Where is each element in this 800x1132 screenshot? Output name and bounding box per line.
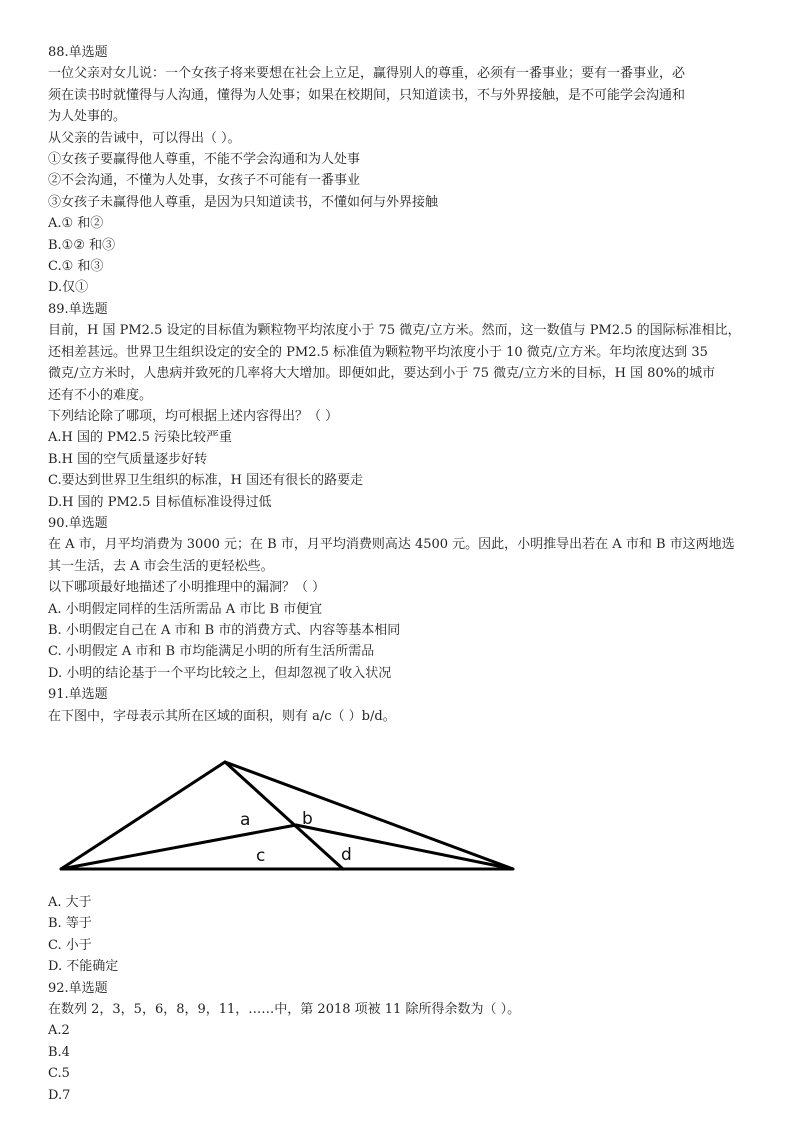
- question-stem-line: 在 A 市，月平均消费为 3000 元；在 B 市，月平均消费则高达 4500 元。因此，小明推导出若在 A 市和 B 市这两地选: [48, 537, 735, 553]
- option-d: D. 小明的结论基于一个平均比较之上，但却忽视了收入状况: [48, 665, 392, 681]
- option-d: D. 不能确定: [48, 959, 119, 975]
- question-stem-line: 为人处事的。: [48, 109, 127, 125]
- question-header: 89.单选题: [48, 301, 108, 317]
- question-header: 90.单选题: [48, 515, 108, 531]
- question-88: [48, 42, 762, 299]
- triangle-diagram: [48, 733, 528, 888]
- option-c: C.① 和③: [48, 259, 104, 275]
- question-89: [48, 299, 762, 513]
- question-stem-line: 其一生活，去 A 市会生活的更轻松些。: [48, 558, 274, 574]
- question-header: 91.单选题: [48, 687, 108, 703]
- question-92: [48, 978, 762, 1106]
- label-d: d: [341, 845, 352, 865]
- question-90: [48, 513, 762, 684]
- triangle-figure: [48, 733, 762, 888]
- statement: ③女孩子未赢得他人尊重，是因为只知道读书，不懂如何与外界接触: [48, 194, 439, 210]
- option-a: A.H 国的 PM2.5 污染比较严重: [48, 430, 232, 446]
- question-prompt: 从父亲的告诫中，可以得出（ ）。: [48, 130, 241, 146]
- option-c: C.5: [48, 1066, 70, 1082]
- question-91: [48, 684, 762, 977]
- option-b: B.①② 和③: [48, 237, 116, 253]
- option-a: A.① 和②: [48, 216, 104, 232]
- option-c: C. 小于: [48, 937, 92, 953]
- question-header: 92.单选题: [48, 980, 108, 996]
- statement: ②不会沟通，不懂为人处事，女孩子不可能有一番事业: [48, 173, 361, 189]
- question-header: 88.单选题: [48, 45, 108, 60]
- option-d: D.仅①: [48, 280, 89, 296]
- label-c: c: [256, 846, 266, 866]
- outer-triangle: [61, 762, 513, 869]
- question-prompt: 在数列 2，3，5，6，8，9，11，……中，第 2018 项被 11 除所得余数为（ ）。: [48, 1002, 521, 1018]
- option-a: A.2: [48, 1023, 70, 1039]
- option-b: B. 小明假定自己在 A 市和 B 市的消费方式、内容等基本相同: [48, 622, 401, 638]
- question-stem-line: 微克/立方米时，人患病并致死的几率将大大增加。即便如此，要达到小于 75 微克/立方米的目标，H 国 80%的城市: [48, 366, 716, 382]
- line-cross-to-right: [296, 825, 513, 869]
- option-c: C. 小明假定 A 市和 B 市均能满足小明的所有生活所需品: [48, 644, 375, 660]
- option-d: D.7: [48, 1087, 71, 1103]
- question-stem-line: 还相差甚远。世界卫生组织设定的安全的 PM2.5 标准值为颗粒物平均浓度小于 10 微克/立方米。年均浓度达到 35: [48, 344, 708, 360]
- question-stem-line: 还有不小的难度。: [48, 387, 153, 403]
- question-stem-line: 目前，H 国 PM2.5 设定的目标值为颗粒物平均浓度小于 75 微克/立方米。然而，这一数值与 PM2.5 的国际标准相比，: [48, 323, 741, 339]
- label-b: b: [302, 809, 313, 829]
- option-b: B.H 国的空气质量逐步好转: [48, 451, 208, 467]
- option-a: A. 小明假定同样的生活所需品 A 市比 B 市便宜: [48, 601, 323, 617]
- option-b: B. 等于: [48, 916, 92, 932]
- option-a: A. 大于: [48, 895, 92, 910]
- question-prompt: 在下图中，字母表示其所在区域的面积，则有 a/c（ ）b/d。: [48, 708, 396, 724]
- question-prompt: 下列结论除了哪项，均可根据上述内容得出？（ ）: [48, 408, 339, 424]
- option-d: D.H 国的 PM2.5 目标值标准设得过低: [48, 494, 272, 510]
- question-stem-line: 一位父亲对女儿说：一个女孩子将来要想在社会上立足，赢得别人的尊重，必须有一番事业；要有一番事业，必: [48, 66, 686, 82]
- question-prompt: 以下哪项最好地描述了小明推理中的漏洞？（ ）: [48, 580, 326, 596]
- label-a: a: [240, 810, 251, 830]
- option-b: B.4: [48, 1044, 70, 1060]
- statement: ①女孩子要赢得他人尊重，不能不学会沟通和为人处事: [48, 152, 361, 168]
- option-c: C.要达到世界卫生组织的标准，H 国还有很长的路要走: [48, 473, 364, 489]
- question-stem-line: 须在读书时就懂得与人沟通，懂得为人处事；如果在校期间，只知道读书，不与外界接触，是不可能学会沟通和: [48, 87, 686, 103]
